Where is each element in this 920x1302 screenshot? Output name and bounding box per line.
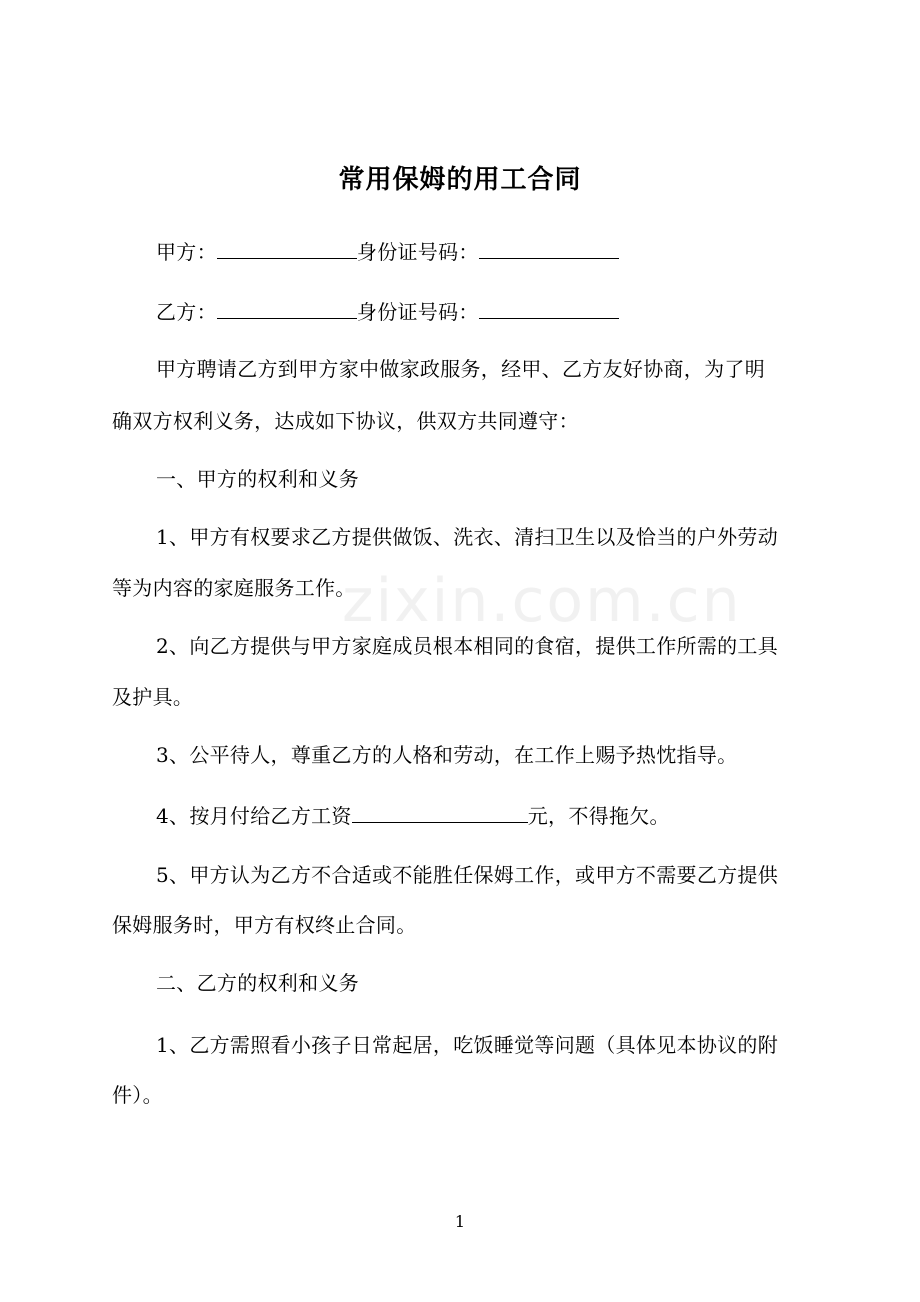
watermark: zixin.com.cn xyxy=(342,566,742,636)
party-b-id-label: 身份证号码： xyxy=(356,300,479,324)
party-b-name-blank xyxy=(217,296,357,319)
intro-line-1: 甲方聘请乙方到甲方家中做家政服务，经甲、乙方友好协商，为了明 xyxy=(156,357,765,381)
item-2-1-line-2: 件）。 xyxy=(112,1083,163,1107)
item-2-1-line-1: 1、乙方需照看小孩子日常起居，吃饭睡觉等问题（具体见本协议的附 xyxy=(156,1033,779,1057)
party-a-label: 甲方： xyxy=(156,240,217,264)
party-a-id-blank xyxy=(479,236,619,259)
party-b-id-blank xyxy=(479,296,619,319)
page-number: 1 xyxy=(454,1212,466,1231)
party-a-id-label: 身份证号码： xyxy=(356,240,479,264)
section-2-heading: 二、乙方的权利和义务 xyxy=(156,971,359,995)
item-1-2-line-1: 2、向乙方提供与甲方家庭成员根本相同的食宿，提供工作所需的工具 xyxy=(156,634,779,658)
section-1-heading: 一、甲方的权利和义务 xyxy=(156,467,359,491)
document-title: 常用保姆的用工合同 xyxy=(338,165,582,195)
party-b-line xyxy=(112,296,856,327)
item-1-4-prefix: 4、按月付给乙方工资 xyxy=(156,804,352,828)
item-1-1-line-2: 等为内容的家庭服务工作。 xyxy=(112,576,356,600)
item-1-5-line-2: 保姆服务时，甲方有权终止合同。 xyxy=(112,913,417,937)
item-1-4-suffix: 元，不得拖欠。 xyxy=(527,804,670,828)
item-1-4 xyxy=(112,800,856,831)
wage-amount-blank xyxy=(352,800,528,823)
intro-line-2: 确双方权利义务，达成如下协议，供双方共同遵守： xyxy=(112,409,579,433)
party-a-name-blank xyxy=(217,236,357,259)
item-1-3: 3、公平待人，尊重乙方的人格和劳动，在工作上赐予热忱指导。 xyxy=(156,743,738,767)
party-a-line xyxy=(112,236,856,267)
item-1-2-line-2: 及护具。 xyxy=(112,685,194,709)
party-b-label: 乙方： xyxy=(156,300,217,324)
item-1-1-line-1: 1、甲方有权要求乙方提供做饭、洗衣、清扫卫生以及恰当的户外劳动 xyxy=(156,525,779,549)
item-1-5-line-1: 5、甲方认为乙方不合适或不能胜任保姆工作，或甲方不需要乙方提供 xyxy=(156,863,779,887)
